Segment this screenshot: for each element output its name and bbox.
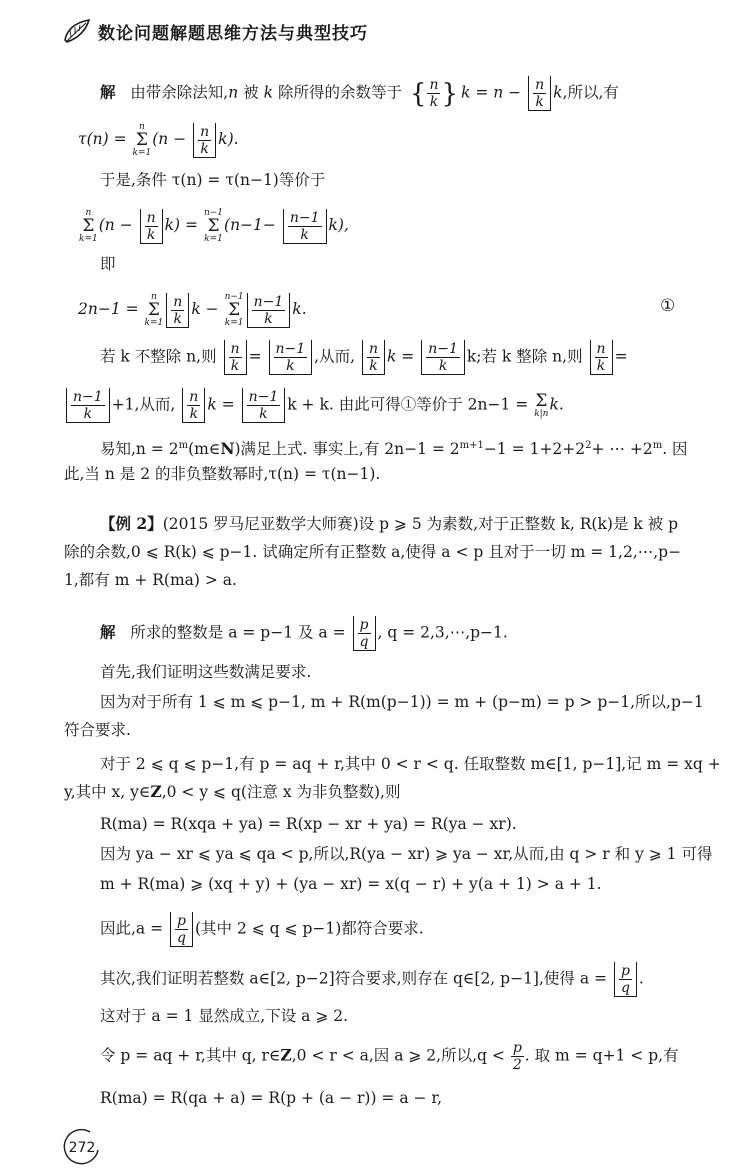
sol2-line-8: 因为 ya − xr ⩽ ya ⩽ qa < p,所以,R(ya − xr) ⩾ ya − xr,从而,由 q > r 和 y ⩾ 1 可得	[100, 845, 713, 863]
numerator: p	[620, 963, 630, 979]
denominator: k	[83, 406, 93, 422]
floor-bracket	[362, 340, 385, 375]
text: k	[553, 83, 563, 102]
solution-label: 解	[100, 622, 116, 642]
floor-bracket	[614, 962, 637, 997]
text: k).	[218, 130, 239, 148]
sol2-line-11	[100, 962, 644, 997]
sum-lower: k=1	[224, 318, 244, 328]
page-number-text: 272	[68, 1140, 96, 1156]
denominator: 2	[512, 1057, 522, 1073]
sum-lower: k=1	[204, 234, 223, 244]
text: ,所以,有	[562, 83, 619, 102]
text: 2n−1 =	[78, 300, 139, 318]
text: τ(n) =	[78, 130, 127, 148]
floor-bracket	[224, 340, 247, 375]
superscript: 2	[585, 440, 592, 451]
numerator: n	[189, 389, 199, 405]
numerator: n	[173, 293, 183, 310]
text: −1 = 1+2+2	[483, 440, 586, 458]
text: (n −	[152, 130, 187, 148]
numerator: p	[177, 913, 186, 929]
sol2-line-1	[100, 616, 508, 651]
sum-sign: Σ	[535, 390, 548, 411]
text: k =	[207, 395, 235, 414]
fraction	[247, 389, 281, 422]
floor-bracket	[247, 293, 291, 328]
floor-bracket	[528, 76, 551, 111]
sum-sign: Σ	[135, 130, 148, 150]
text: k =	[386, 347, 415, 366]
denominator: k	[230, 358, 240, 374]
numerator: n	[535, 77, 545, 93]
floor-bracket	[182, 388, 205, 423]
text: . 因	[662, 440, 688, 458]
text: .	[638, 969, 644, 988]
fraction	[175, 913, 188, 946]
text: , q = 2,3,⋯,p−1.	[377, 623, 508, 642]
numerator: n−1	[275, 341, 306, 357]
text: 易知,n = 2	[100, 440, 179, 458]
floor-bracket	[166, 293, 189, 328]
sol1-line-8	[64, 388, 564, 423]
numerator: n−1	[253, 293, 284, 310]
floor-bracket	[170, 912, 193, 947]
superscript: m+1	[459, 440, 484, 451]
numerator: n−1	[289, 209, 320, 226]
text: =	[248, 347, 262, 366]
text: 因此,a =	[100, 919, 164, 938]
sol1-line-2	[78, 122, 239, 158]
sol2-line-10	[100, 912, 424, 947]
denominator: k	[200, 140, 209, 157]
floor-bracket	[193, 123, 216, 158]
sum-lower: k|n	[534, 408, 549, 419]
text: y,其中 x, y∈	[64, 783, 151, 801]
fraction	[367, 341, 380, 374]
numerator: { n	[429, 77, 439, 93]
sol2-line-3: 因为对于所有 1 ⩽ m ⩽ p−1, m + R(m(p−1)) = m + (p−m) = p > p−1,所以,p−1	[100, 693, 704, 711]
text: k.	[292, 300, 307, 318]
sol2-line-9: m + R(ma) ⩾ (xq + y) + (ya − xr) = x(q − r) + y(a + 1) > a + 1.	[100, 875, 602, 893]
denominator: k	[596, 358, 606, 374]
denominator: k	[146, 226, 156, 243]
fraction	[171, 294, 184, 327]
numerator: n	[368, 341, 378, 357]
example2-line-2: 除的余数,0 ⩽ R(k) ⩽ p−1. 试确定所有正整数 a,使得 a < p 且对于一切 m = 1,2,⋯,p−	[64, 543, 682, 561]
sol1-line-3: 于是,条件 τ(n) = τ(n−1)等价于	[100, 171, 326, 189]
floor-bracket	[66, 388, 110, 423]
denominator: k	[429, 94, 439, 110]
fraction	[229, 341, 242, 374]
denominator: q	[177, 930, 186, 946]
denominator: k	[259, 406, 268, 422]
text: k),	[328, 216, 349, 234]
sum-upper: n	[151, 292, 157, 302]
leaf-logo-icon	[62, 16, 92, 46]
text: (n −	[98, 216, 133, 234]
equation-number: ①	[660, 296, 676, 316]
sum-upper: n	[138, 122, 145, 132]
integers: Z	[150, 782, 162, 801]
numerator: p	[512, 1040, 522, 1056]
text: k) =	[164, 216, 199, 234]
floor-bracket	[421, 340, 465, 375]
denominator: k	[369, 358, 378, 374]
floor-bracket	[283, 209, 327, 244]
page-number	[62, 1128, 102, 1168]
numerator: n	[230, 341, 240, 357]
numerator: n	[200, 123, 210, 140]
text: n	[228, 83, 239, 102]
text: )满足上式. 事实上,有 2n−1 = 2	[234, 440, 460, 458]
text: (其中 2 ⩽ q ⩽ p−1)都符合要求.	[195, 919, 424, 938]
sol2-line-6	[64, 780, 401, 804]
sum-sign: Σ	[228, 300, 241, 320]
sol2-line-13	[100, 1040, 679, 1073]
book-title: 数论问题解题思维方法与典型技巧	[98, 23, 368, 44]
example2-line-1	[100, 512, 678, 536]
text: 其次,我们证明若整数 a∈[2, p−2]符合要求,则存在 q∈[2, p−1],使得 a =	[100, 969, 607, 988]
denominator: k	[264, 310, 273, 327]
floor-bracket	[590, 340, 613, 375]
text: (m∈	[188, 440, 221, 458]
sum-lower: k=1	[144, 318, 164, 328]
sum-upper: n	[85, 208, 92, 218]
sol2-line-2: 首先,我们证明这些数满足要求.	[100, 663, 312, 681]
text: 被	[243, 83, 259, 102]
summation	[225, 292, 244, 328]
numerator: p	[359, 617, 369, 633]
text: ,0 < y ⩽ q(注意 x 为非负整数),则	[161, 783, 401, 801]
text: k	[263, 83, 274, 102]
integers: Z	[280, 1045, 292, 1065]
fraction	[427, 77, 440, 110]
sol2-line-12: 这对于 a = 1 显然成立,下设 a ⩾ 2.	[100, 1007, 349, 1025]
text: +1,从而,	[111, 395, 176, 414]
sum-lower: k=1	[79, 234, 98, 244]
text: 由带余除法知,	[130, 83, 229, 102]
summation	[145, 292, 164, 328]
summation	[133, 122, 152, 158]
fraction	[252, 294, 286, 327]
sol1-line-7	[100, 340, 628, 375]
running-header	[62, 14, 368, 48]
fraction	[358, 617, 371, 650]
fraction	[198, 124, 211, 157]
numerator: n	[146, 209, 156, 226]
fraction	[511, 1040, 524, 1073]
fraction	[288, 210, 322, 243]
denominator: k	[173, 310, 183, 327]
text: ,0 < r < a,因 a ⩾ 2,所以,q <	[291, 1046, 505, 1065]
fraction	[187, 389, 200, 422]
fractional-part	[408, 77, 460, 110]
example-label: 【例 2】	[100, 514, 163, 533]
sol2-line-4: 符合要求.	[64, 721, 131, 739]
text: k −	[191, 300, 219, 318]
numerator: n−1	[248, 389, 279, 405]
floor-bracket	[140, 209, 163, 244]
denominator: k	[286, 358, 295, 374]
solution-label: 解	[100, 82, 116, 102]
superscript: m	[652, 440, 663, 451]
text: ,从而,	[314, 347, 356, 366]
denominator: q	[620, 980, 630, 996]
numerator: n−1	[428, 341, 458, 357]
denominator: k	[535, 94, 544, 110]
text: . 取 m = q+1 < p,有	[524, 1046, 679, 1065]
sol1-line-1	[100, 76, 619, 111]
numerator: n−1	[73, 389, 103, 405]
sum-lower: k=1	[132, 148, 152, 158]
floor-bracket	[242, 388, 286, 423]
text: (2015 罗马尼亚数学大师赛)设 p ⩾ 5 为素数,对于正整数 k, R(k)是 k 被 p	[162, 515, 678, 533]
floor-bracket	[269, 340, 313, 375]
sum-upper: n−1	[203, 208, 224, 218]
sol1-line-9	[100, 434, 688, 461]
text: 令 p = aq + r,其中 q, r∈	[100, 1046, 281, 1065]
text: (n−1−	[224, 216, 276, 234]
text: 若 k 不整除 n,则	[100, 347, 217, 366]
fraction	[274, 341, 308, 374]
sol2-line-7: R(ma) = R(xqa + ya) = R(xp − xr + ya) = R(ya − xr).	[100, 815, 517, 833]
sol1-line-4	[78, 208, 349, 244]
sum-upper: n−1	[224, 292, 244, 302]
denominator: q	[359, 634, 369, 650]
text: + ⋯ +2	[591, 440, 653, 458]
fraction	[619, 963, 632, 996]
numerator: n	[596, 341, 606, 357]
fraction	[145, 210, 158, 243]
example2-line-3: 1,都有 m + R(ma) > a.	[64, 571, 237, 589]
denominator: k	[300, 226, 309, 243]
denominator: k	[438, 358, 448, 374]
sol1-line-10: 此,当 n 是 2 的非负整数幂时,τ(n) = τ(n−1).	[64, 465, 381, 483]
text: k = n −	[461, 83, 522, 102]
fraction	[426, 341, 460, 374]
sum-sign: Σ	[82, 216, 95, 236]
summation	[79, 208, 98, 244]
sol2-line-5: 对于 2 ⩽ q ⩽ p−1,有 p = aq + r,其中 0 < r < q. 任取整数 m∈[1, p−1],记 m = xq +	[100, 755, 721, 773]
denominator: k	[189, 406, 199, 422]
text: =	[614, 347, 628, 366]
sol2-line-14: R(ma) = R(qa + a) = R(p + (a − r)) = a − r,	[100, 1089, 443, 1107]
text: k + k. 由此可得①等价于 2n−1 =	[287, 395, 529, 414]
sum-sign: Σ	[207, 216, 220, 236]
fraction	[595, 341, 608, 374]
text: k.	[549, 395, 564, 414]
natural-numbers: N	[220, 439, 235, 458]
text: 所求的整数是 a = p−1 及 a =	[130, 623, 346, 642]
fraction	[533, 77, 546, 110]
fraction	[71, 389, 105, 422]
summation	[534, 390, 549, 419]
text: k;若 k 整除 n,则	[466, 347, 583, 366]
floor-bracket	[353, 616, 376, 651]
summation	[204, 208, 223, 244]
superscript: m	[178, 440, 189, 451]
sol1-line-5: 即	[100, 255, 116, 273]
text: 除所得的余数等于	[277, 83, 402, 102]
sum-sign: Σ	[147, 300, 160, 320]
sol1-line-6	[78, 292, 307, 328]
